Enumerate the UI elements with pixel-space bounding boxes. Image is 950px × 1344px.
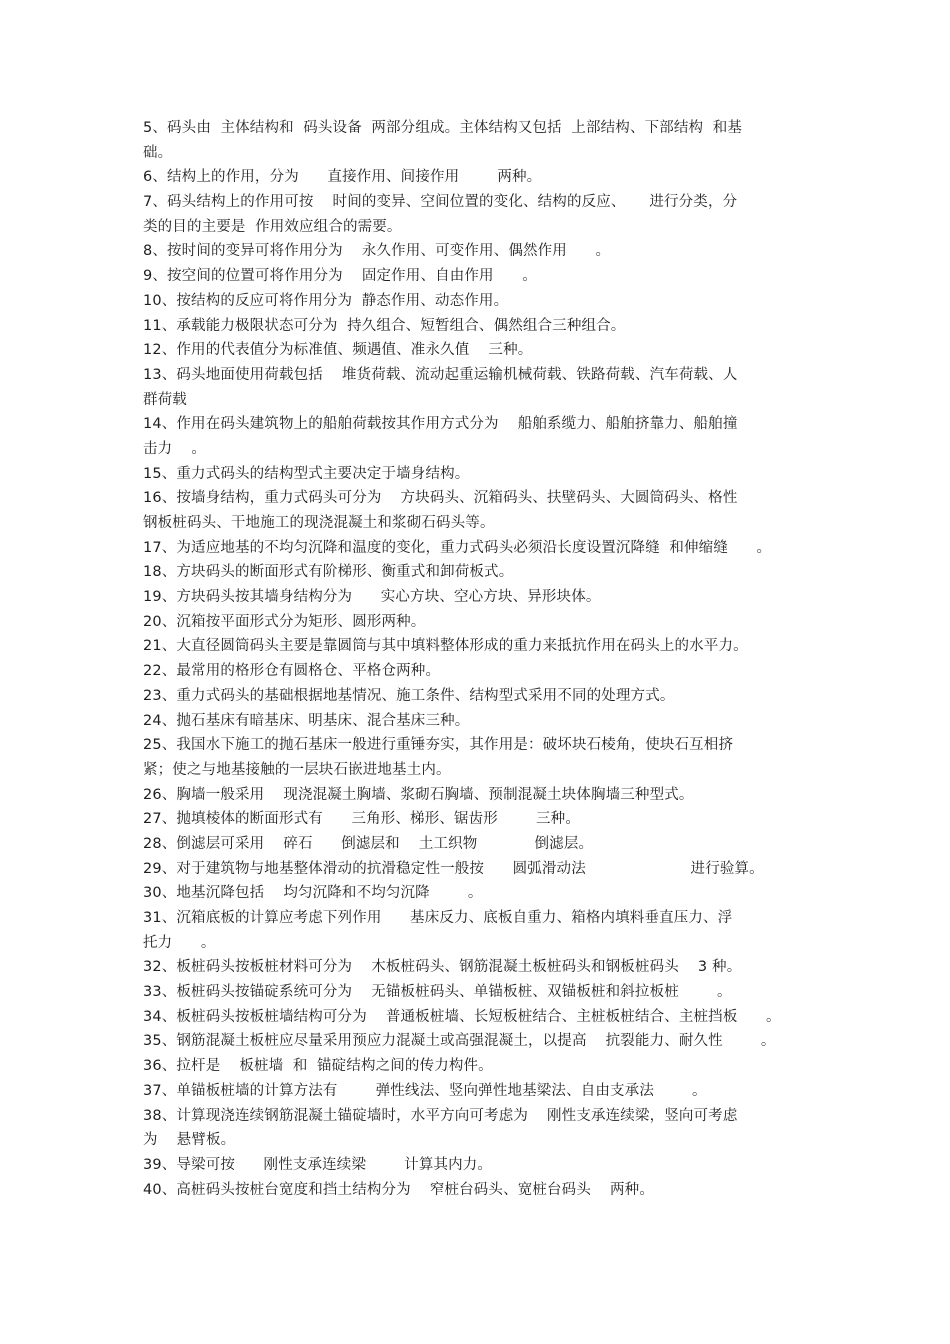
text-line: 40、高桩码头按桩台宽度和挡土结构分为 窄桩台码头、宽桩台码头 两种。	[143, 1181, 654, 1198]
text-line: 20、沉箱按平面形式分为矩形、圆形两种。	[143, 613, 426, 630]
text-line: 10、按结构的反应可将作用分为 静态作用、动态作用。	[143, 292, 509, 309]
text-line: 37、单锚板桩墙的计算方法有 弹性线法、竖向弹性地基梁法、自由支承法 。	[143, 1082, 707, 1099]
text-line: 类的目的主要是 作用效应组合的需要。	[143, 218, 402, 235]
text-line: 32、板桩码头按板桩材料可分为 木板桩码头、钢筋混凝土板桩码头和钢板桩码头 3 种。	[143, 959, 742, 976]
text-line: 19、方块码头按其墙身结构分为 实心方块、空心方块、异形块体。	[143, 589, 601, 606]
text-line: 26、胸墙一般采用 现浇混凝土胸墙、浆砌石胸墙、预制混凝土块体胸墙三种型式。	[143, 786, 694, 803]
text-line: 21、大直径圆筒码头主要是靠圆筒与其中填料整体形成的重力来抵抗作用在码头上的水平力。	[143, 638, 748, 655]
text-line: 31、沉箱底板的计算应考虑下列作用 基床反力、底板自重力、箱格内填料垂直压力、浮	[143, 910, 733, 926]
text-line: 38、计算现浇连续钢筋混凝土锚碇墙时，水平方向可考虑为 刚性支承连续梁，竖向可考虑	[143, 1107, 738, 1124]
text-line: 9、按空间的位置可将作用分为 固定作用、自由作用 。	[143, 268, 537, 285]
text-line: 29、对于建筑物与地基整体滑动的抗滑稳定性一般按 圆弧滑动法 进行验算。	[143, 860, 764, 877]
text-line: 群荷载	[143, 391, 187, 408]
text-line: 础。	[143, 144, 173, 161]
text-line: 15、重力式码头的结构型式主要决定于墙身结构。	[143, 465, 470, 482]
text-line: 11、承载能力极限状态可分为 持久组合、短暂组合、偶然组合三种组合。	[143, 317, 626, 334]
text-line: 14、作用在码头建筑物上的船舶荷载按其作用方式分为 船舶系缆力、船舶挤靠力、船舶撞	[143, 416, 738, 433]
text-line: 5、码头由 主体结构和 码头设备 两部分组成。主体结构又包括 上部结构、下部结构 和基	[143, 120, 743, 136]
document-body	[143, 116, 815, 1202]
text-line: 紧；使之与地基接触的一层块石嵌进地基土内。	[143, 761, 451, 778]
text-line: 18、方块码头的断面形式有阶梯形、衡重式和卸荷板式。	[143, 564, 514, 581]
text-line: 钢板桩码头、干地施工的现浇混凝土和浆砌石码头等。	[143, 515, 495, 531]
text-line: 为 悬臂板。	[143, 1132, 236, 1149]
text-line: 30、地基沉降包括 均匀沉降和不均匀沉降 。	[143, 885, 483, 902]
text-line: 17、为适应地基的不均匀沉降和温度的变化，重力式码头必须沿长度设置沉降缝 和伸缩缝 。	[143, 539, 772, 556]
text-line: 39、导梁可按 刚性支承连续梁 计算其内力。	[143, 1156, 493, 1173]
text-line: 6、结构上的作用，分为 直接作用、间接作用 两种。	[143, 169, 542, 186]
text-line: 12、作用的代表值分为标准值、频遇值、准永久值 三种。	[143, 342, 533, 359]
text-line: 28、倒滤层可采用 碎石 倒滤层和 土工织物 倒滤层。	[143, 835, 594, 852]
text-line: 34、板桩码头按板桩墙结构可分为 普通板桩墙、长短板桩结合、主桩板桩结合、主桩挡板 。	[143, 1008, 781, 1025]
text-line: 击力 。	[143, 440, 206, 457]
text-line: 8、按时间的变异可将作用分为 永久作用、可变作用、偶然作用 。	[143, 243, 611, 260]
text-line: 25、我国水下施工的抛石基床一般进行重锤夯实，其作用是：破坏块石棱角，使块石互相挤	[143, 737, 734, 754]
text-line: 22、最常用的格形仓有圆格仓、平格仓两种。	[143, 663, 441, 680]
text-line: 35、钢筋混凝土板桩应尽量采用预应力混凝土或高强混凝土，以提高 抗裂能力、耐久性 。	[143, 1033, 776, 1050]
text-line: 33、板桩码头按锚碇系统可分为 无锚板桩码头、单锚板桩、双锚板桩和斜拉板桩 。	[143, 984, 732, 1001]
text-line: 托力 。	[143, 934, 216, 951]
text-line: 23、重力式码头的基础根据地基情况、施工条件、结构型式采用不同的处理方式。	[143, 687, 675, 704]
text-line: 7、码头结构上的作用可按 时间的变异、空间位置的变化、结构的反应、 进行分类，分	[143, 194, 738, 211]
text-line: 24、抛石基床有暗基床、明基床、混合基床三种。	[143, 712, 470, 729]
text-line: 27、抛填棱体的断面形式有 三角形、梯形、锯齿形 三种。	[143, 811, 580, 828]
text-line: 36、拉杆是 板桩墙 和 锚碇结构之间的传力构件。	[143, 1058, 493, 1075]
text-line: 16、按墙身结构，重力式码头可分为 方块码头、沉箱码头、扶壁码头、大圆筒码头、格性	[143, 490, 738, 507]
text-line: 13、码头地面使用荷载包括 堆货荷载、流动起重运输机械荷载、铁路荷载、汽车荷载、人	[143, 366, 738, 383]
